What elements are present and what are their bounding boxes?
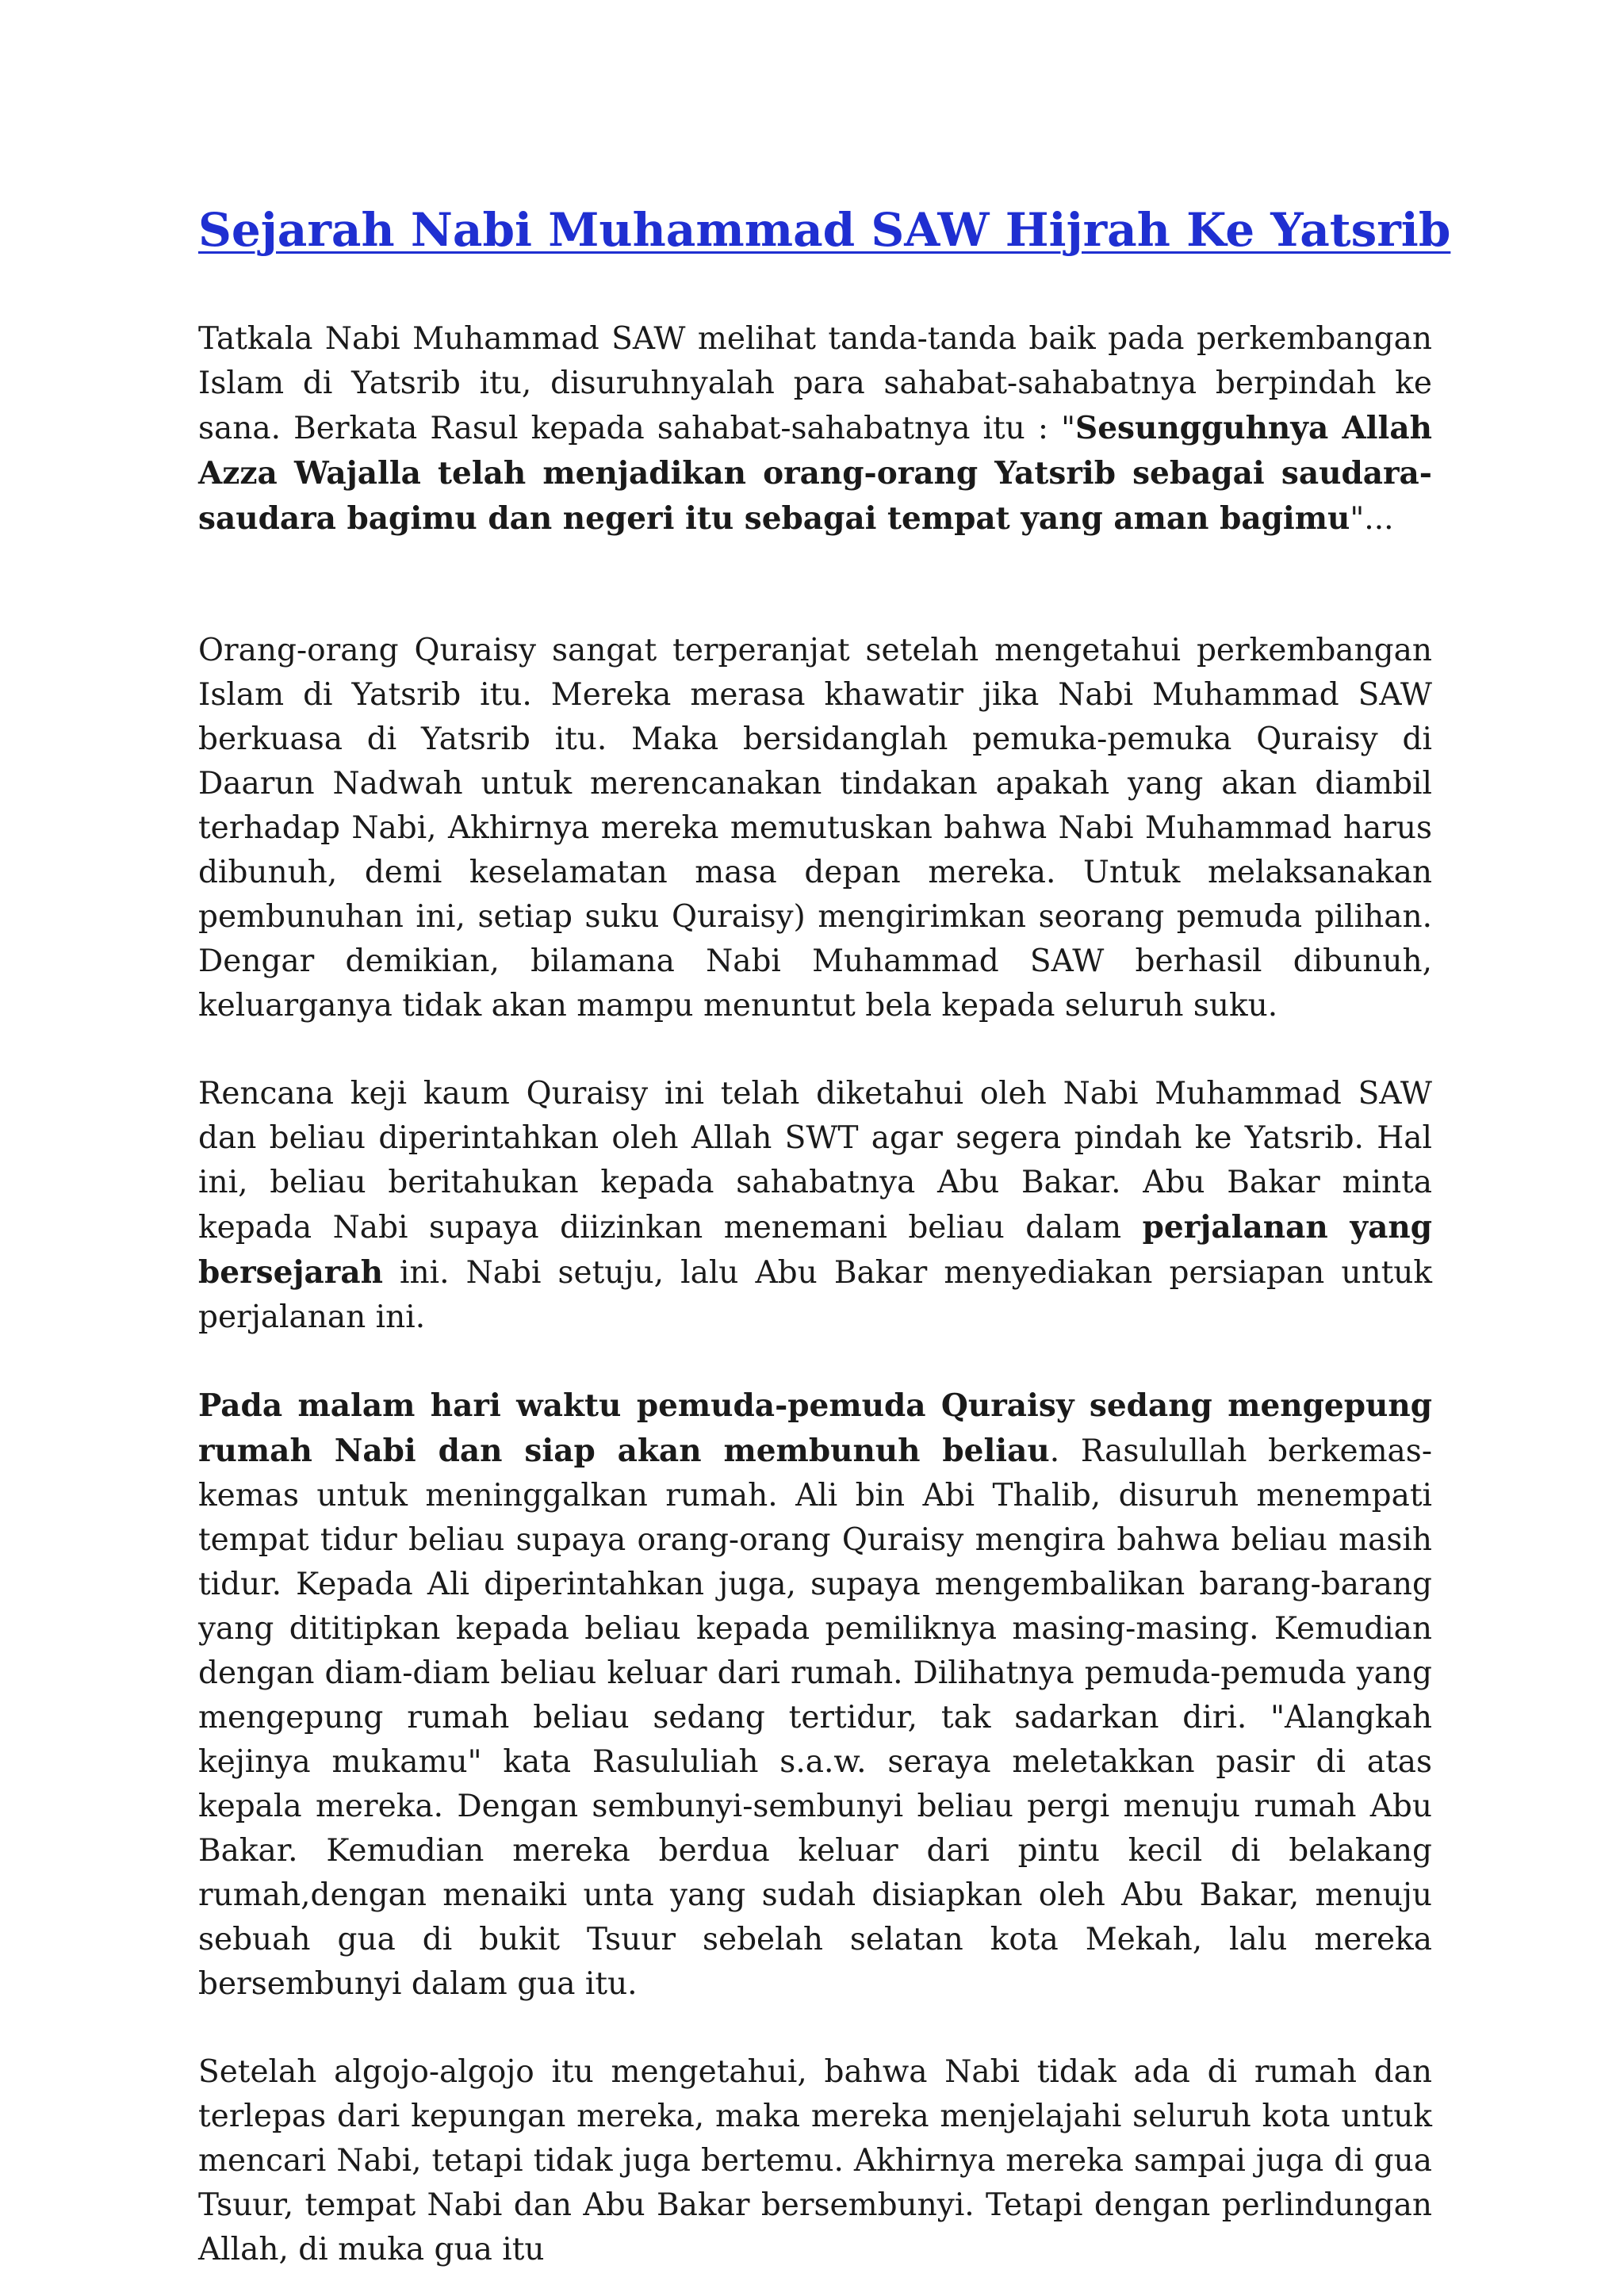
paragraph-2 bbox=[198, 629, 1432, 1028]
document-title[interactable]: Sejarah Nabi Muhammad SAW Hijrah Ke Yatsrib bbox=[198, 203, 1451, 257]
paragraph-gap bbox=[198, 1340, 1432, 1383]
document-page bbox=[198, 198, 1451, 2272]
paragraph-1-bold-quote: Sesungguhnya Allah Azza Wajalla telah menjadikan orang-orang Yatsrib sebagai saudara-saudara bagimu dan negeri itu sebagai tempat yang aman bagimu bbox=[198, 410, 1432, 537]
paragraph-2-text: Orang-orang Quraisy sangat terperanjat setelah mengetahui perkembangan Islam di Yatsrib itu. Mereka merasa khawatir jika Nabi Muhammad SAW berkuasa di Yatsrib itu. Maka bersidanglah pemuka-pemuka Quraisy di Daarun Nadwah untuk merencanakan tindakan apakah yang akan diambil terhadap Nabi, Akhirnya mereka memutuskan bahwa Nabi Muhammad harus dibunuh, demi keselamatan masa depan mereka. Untuk melaksanakan pembunuhan ini, setiap suku Quraisy) mengirimkan seorang pemuda pilihan. Dengar demikian, bilamana Nabi Muhammad SAW berhasil dibunuh, keluarganya tidak akan mampu menuntut bela kepada seluruh suku. bbox=[198, 633, 1432, 1024]
paragraph-3-text-2: ini. Nabi setuju, lalu Abu Bakar menyediakan persiapan untuk perjalanan ini. bbox=[198, 1255, 1432, 1335]
paragraph-5-text: Setelah algojo-algojo itu mengetahui, bahwa Nabi tidak ada di rumah dan terlepas dari kepungan mereka, maka mereka menjelajahi seluruh kota untuk mencari Nabi, tetapi tidak juga bertemu. Akhirnya mereka sampai juga di gua Tsuur, tempat Nabi dan Abu Bakar bersembunyi. Tetapi dengan perlindungan Allah, di muka gua itu bbox=[198, 2054, 1432, 2267]
paragraph-4-bold: Pada malam hari waktu pemuda-pemuda Quraisy sedang mengepung rumah Nabi dan siap akan membunuh beliau bbox=[198, 1387, 1432, 1469]
paragraph-4 bbox=[198, 1383, 1432, 2007]
paragraph-5 bbox=[198, 2050, 1432, 2272]
paragraph-1-text-1: Tatkala Nabi Muhammad SAW melihat tanda-tanda baik pada perkembangan Islam di Yatsrib itu, disuruhnyalah para sahabat-sahabatnya berpindah ke sana. Berkata Rasul kepada sahabat-sahabatnya itu : " bbox=[198, 321, 1432, 446]
paragraph-3-bold: perjalanan yang bersejarah bbox=[198, 1209, 1432, 1291]
paragraph-gap bbox=[198, 541, 1432, 629]
paragraph-1-text-2: "... bbox=[1350, 501, 1394, 537]
paragraph-gap bbox=[198, 2007, 1432, 2050]
paragraph-3-text-1: Rencana keji kaum Quraisy ini telah diketahui oleh Nabi Muhammad SAW dan beliau diperintahkan oleh Allah SWT agar segera pindah ke Yatsrib. Hal ini, beliau beritahukan kepada sahabatnya Abu Bakar. Abu Bakar minta kepada Nabi supaya diizinkan menemani beliau dalam bbox=[198, 1076, 1432, 1246]
paragraph-1 bbox=[198, 317, 1432, 541]
paragraph-3 bbox=[198, 1072, 1432, 1340]
paragraph-gap bbox=[198, 1028, 1432, 1072]
paragraph-4-text: . Rasulullah berkemas-kemas untuk meninggalkan rumah. Ali bin Abi Thalib, disuruh menempati tempat tidur beliau supaya orang-orang Quraisy mengira bahwa beliau masih tidur. Kepada Ali diperintahkan juga, supaya mengembalikan barang-barang yang dititipkan kepada beliau kepada pemiliknya masing-masing. Kemudian dengan diam-diam beliau keluar dari rumah. Dilihatnya pemuda-pemuda yang mengepung rumah beliau sedang tertidur, tak sadarkan diri. "Alangkah kejinya mukamu" kata Rasululiah s.a.w. seraya meletakkan pasir di atas kepala mereka. Dengan sembunyi-sembunyi beliau pergi menuju rumah Abu Bakar. Kemudian mereka berdua keluar dari pintu kecil di belakang rumah,dengan menaiki unta yang sudah disiapkan oleh Abu Bakar, menuju sebuah gua di bukit Tsuur sebelah selatan kota Mekah, lalu mereka bersembunyi dalam gua itu. bbox=[198, 1433, 1432, 2002]
